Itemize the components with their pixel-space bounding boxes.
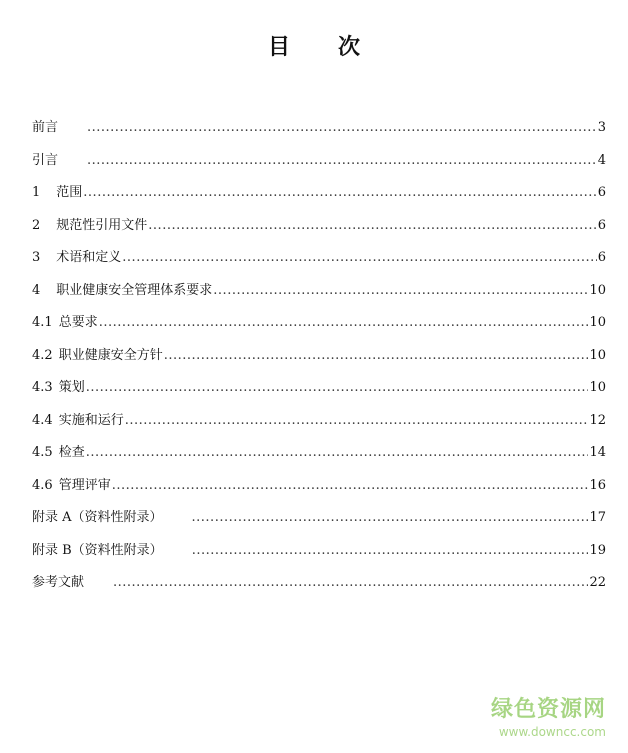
toc-entry-label: 范围 [56,185,83,200]
toc-entry-page: 17 [589,510,606,525]
toc-entry-number: 3 [32,250,41,265]
toc-entry-leader [192,510,589,526]
toc-entry-label: 检查 [58,445,85,460]
toc-entry[interactable] [32,380,606,413]
toc-entry-number: 4.1 [32,315,53,330]
toc-entry-page: 16 [589,477,606,493]
toc-entry[interactable] [32,315,606,348]
toc-entry[interactable] [32,250,606,283]
toc-entry-number: 4.5 [32,445,53,460]
toc-entry-leader [192,543,589,559]
toc-entry-page: 19 [589,542,606,558]
toc-entry[interactable] [32,348,606,381]
toc-entry[interactable] [32,413,606,446]
toc-entry-page: 10 [589,315,606,330]
toc-entry-label: 参考文献 [32,575,85,590]
toc-entry[interactable] [32,120,606,153]
toc-entry-number: 1 [32,185,41,200]
toc-entry-leader [83,185,596,201]
toc-entry-label: 术语和定义 [56,250,122,265]
toc-entry-label: 职业健康安全管理体系要求 [56,282,213,298]
toc-entry-leader [86,445,589,461]
toc-entry-label: 总要求 [58,315,98,330]
toc-entry[interactable] [32,478,606,511]
toc-entry[interactable] [32,283,606,316]
toc-entry-label: 引言 [32,152,59,168]
toc-entry-page: 6 [597,185,606,200]
page-title-part1: 目 [267,35,290,60]
toc-entry-number: 2 [32,217,41,233]
toc-entry[interactable] [32,510,606,543]
watermark-text: 绿色资源网 [490,697,606,722]
toc-entry-number: 4.3 [32,380,53,395]
toc-entry-label: 策划 [58,380,85,395]
toc-entry-leader [87,153,597,169]
toc-entry[interactable] [32,575,606,608]
toc-entry-page: 14 [589,445,606,460]
toc-entry-page: 10 [589,347,606,363]
toc-entry-leader [148,218,596,234]
toc-entry-page: 10 [589,282,606,298]
toc-entry-label: 前言 [32,120,59,135]
toc-entry[interactable] [32,153,606,186]
table-of-contents [32,120,606,608]
toc-entry[interactable] [32,185,606,218]
watermark [491,692,606,739]
toc-entry-leader [213,283,588,299]
toc-entry-leader [112,478,589,494]
toc-entry-label: 实施和运行 [58,412,124,428]
toc-entry-label: 附录 B（资料性附录） [32,542,163,558]
toc-entry-leader [125,413,589,429]
toc-entry-label: 规范性引用文件 [56,217,148,233]
toc-entry-page: 3 [597,120,606,135]
toc-entry-page: 12 [589,412,606,428]
toc-entry-label: 附录 A（资料性附录） [32,510,163,525]
toc-entry-leader [99,315,589,331]
toc-entry[interactable] [32,218,606,251]
page-title-part2: 次 [338,35,361,60]
toc-entry-leader [122,250,596,266]
toc-entry-number: 4.4 [32,412,53,428]
toc-entry-leader [164,348,589,364]
toc-entry-page: 4 [597,152,606,168]
toc-entry-number: 4.6 [32,477,53,493]
toc-entry-page: 6 [597,250,606,265]
toc-entry-page: 22 [589,575,606,590]
toc-entry-number: 4.2 [32,347,53,363]
toc-entry-number: 4 [32,282,41,298]
toc-entry-label: 职业健康安全方针 [58,347,163,363]
toc-entry-page: 6 [597,217,606,233]
toc-entry-label: 管理评审 [58,477,111,493]
toc-entry-leader [87,120,597,136]
toc-entry-page: 10 [589,380,606,395]
page-title [0,30,628,61]
watermark-url: www.downcc.com [498,725,606,739]
toc-entry[interactable] [32,543,606,576]
toc-entry-leader [86,380,589,396]
toc-entry[interactable] [32,445,606,478]
toc-entry-leader [113,575,588,591]
